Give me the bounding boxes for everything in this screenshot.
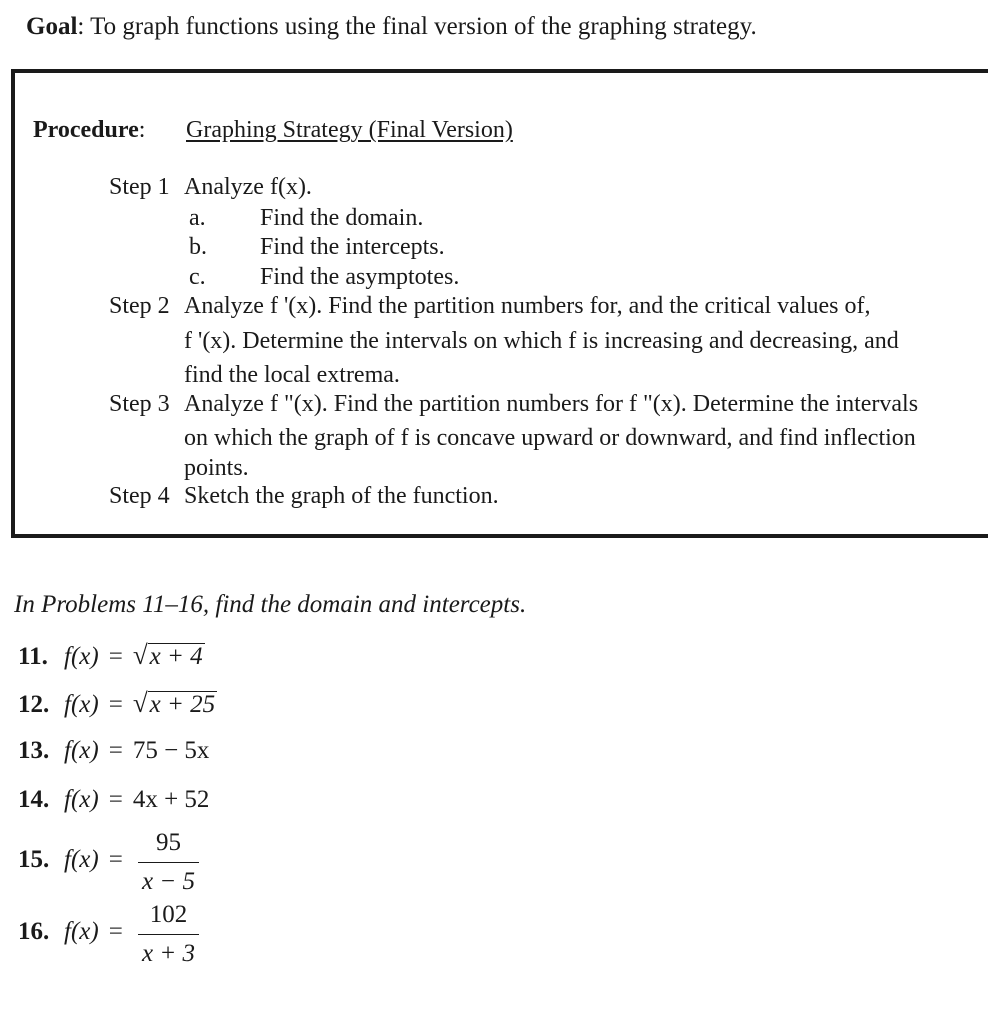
fraction-denominator xyxy=(138,863,199,897)
substep-text: Find the intercepts. xyxy=(260,234,445,260)
radical-icon: √ xyxy=(132,640,148,670)
step-label: Step 1 xyxy=(109,174,170,200)
problem-number: 15. xyxy=(18,846,50,873)
function-rhs: 75 − 5x xyxy=(132,737,210,764)
substep-text: Find the domain. xyxy=(260,205,424,231)
radical-icon: √ xyxy=(132,688,148,718)
problem-16 xyxy=(18,917,133,947)
fraction-numerator: 102 xyxy=(149,901,188,928)
function-lhs: f(x) xyxy=(64,691,99,718)
sqrt-expression xyxy=(133,688,217,720)
problem-number: 14. xyxy=(18,786,50,813)
function-lhs: f(x) xyxy=(64,786,99,813)
step-2-line-3: find the local extrema. xyxy=(184,362,400,388)
fraction-numerator: 95 xyxy=(155,829,181,856)
equals-sign: = xyxy=(108,786,123,813)
procedure-heading xyxy=(33,115,513,145)
step-line: Analyze f(x). xyxy=(184,174,312,200)
problem-14 xyxy=(18,785,209,815)
equals-sign: = xyxy=(108,918,123,945)
step-2-line-2: f '(x). Determine the intervals on which f is increasing and decreasing, and xyxy=(184,328,899,354)
step-3-line-2: on which the graph of f is concave upward or downward, and find inflection xyxy=(184,425,916,451)
procedure-label: Procedure xyxy=(33,117,139,143)
substep-text: Find the asymptotes. xyxy=(260,264,460,290)
substep-letter: b. xyxy=(189,234,207,260)
radicand xyxy=(148,691,217,718)
function-lhs: f(x) xyxy=(64,643,99,670)
problems-intro: In Problems 11–16, find the domain and intercepts. xyxy=(14,591,527,618)
equals-sign: = xyxy=(108,691,123,718)
problem-13 xyxy=(18,736,209,766)
problem-number: 16. xyxy=(18,918,50,945)
sqrt-expression xyxy=(133,640,205,672)
function-lhs: f(x) xyxy=(64,737,99,764)
substep-letter: c. xyxy=(189,264,206,290)
step-label: Step 4 xyxy=(109,483,170,509)
fraction-denominator xyxy=(138,935,199,969)
goal-text: : To graph functions using the final version of the graphing strategy. xyxy=(77,13,757,40)
step-line: Analyze f "(x). Find the partition numbers for f "(x). Determine the intervals xyxy=(184,391,919,417)
goal-label: Goal xyxy=(26,13,78,40)
equals-sign: = xyxy=(108,737,123,764)
function-lhs: f(x) xyxy=(64,918,99,945)
problem-number: 11. xyxy=(18,643,48,670)
fraction-16 xyxy=(138,900,199,969)
denominator-text: x − 5 xyxy=(142,868,195,895)
substep-letter: a. xyxy=(189,205,206,231)
problem-15 xyxy=(18,845,133,875)
problem-number: 12. xyxy=(18,691,50,718)
function-lhs: f(x) xyxy=(64,846,99,873)
procedure-title: Graphing Strategy (Final Version) xyxy=(186,117,513,143)
radicand-text: x + 25 xyxy=(149,691,216,718)
step-3-line-3: points. xyxy=(184,455,249,481)
equals-sign: = xyxy=(108,846,123,873)
radicand-text: x + 4 xyxy=(149,643,203,670)
radicand xyxy=(148,643,205,670)
problem-number: 13. xyxy=(18,737,50,764)
step-line: Analyze f '(x). Find the partition numbers for, and the critical values of, xyxy=(184,293,871,319)
problem-11 xyxy=(18,640,205,672)
goal-line xyxy=(26,12,757,42)
denominator-text: x + 3 xyxy=(142,940,195,967)
step-label: Step 3 xyxy=(109,391,170,417)
step-label: Step 2 xyxy=(109,293,170,319)
procedure-box xyxy=(11,69,988,538)
step-line: Sketch the graph of the function. xyxy=(184,483,499,509)
problem-12 xyxy=(18,688,217,720)
function-rhs: 4x + 52 xyxy=(132,786,210,813)
procedure-colon: : xyxy=(138,117,146,143)
equals-sign: = xyxy=(108,643,123,670)
fraction-15 xyxy=(138,828,199,897)
